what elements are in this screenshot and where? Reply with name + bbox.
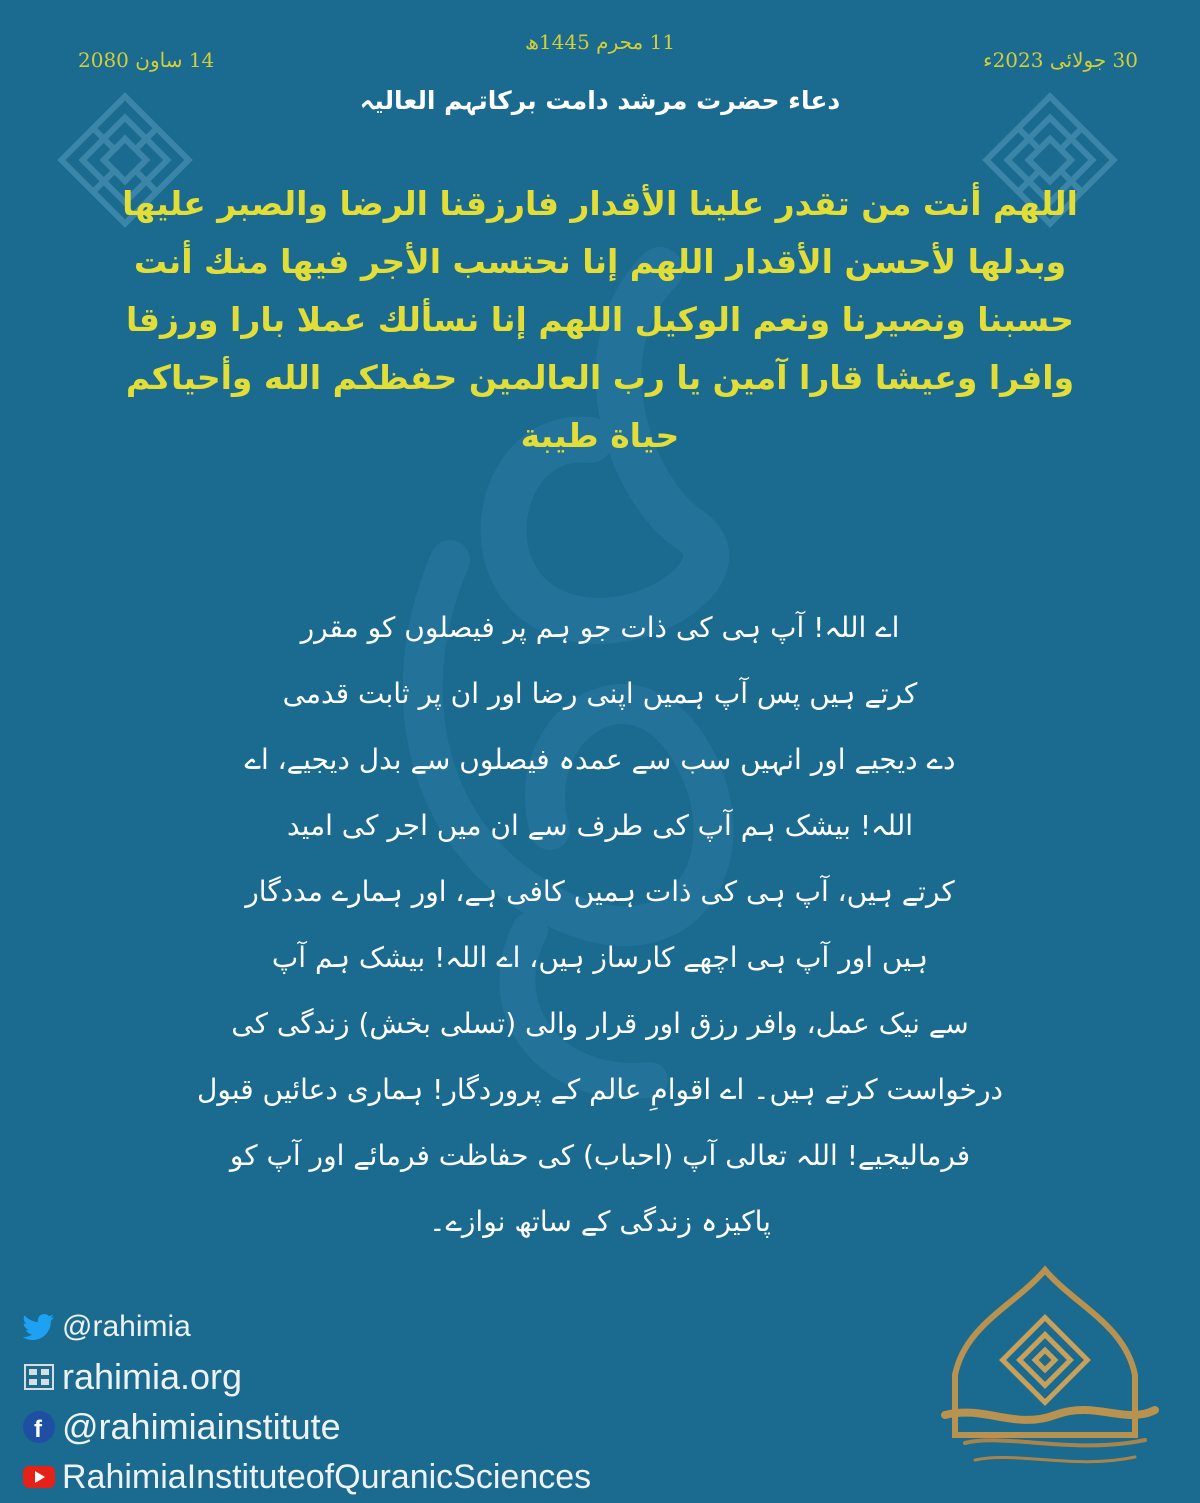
urdu-line: سے نیک عمل، وافر رزق اور قرار والی (تسلی بخش) زندگی کی [231, 1007, 969, 1040]
arabic-dua [110, 175, 1090, 465]
page-title: دعاء حضرت مرشد دامت برکاتہم العالیہ [359, 86, 841, 115]
facebook-handle: @rahimiainstitute [62, 1406, 341, 1447]
urdu-line: کرتے ہیں، آپ ہی کی ذات ہمیں کافی ہے، اور ہمارے مددگار [245, 875, 955, 908]
arabic-line: وافرا وعيشا قارا آمين يا رب العالمين حفظكم الله وأحياكم [125, 358, 1075, 397]
rahimia-logo [905, 1265, 1185, 1490]
website-icon [22, 1362, 56, 1392]
arabic-line: حسبنا ونصيرنا ونعم الوكيل اللهم إنا نسألك عملا بارا ورزقا [126, 300, 1074, 339]
urdu-line: دے دیجیے اور انہیں سب سے عمدہ فیصلوں سے بدل دیجیے، اے [244, 743, 956, 776]
urdu-translation [180, 595, 1020, 1255]
urdu-line: ہیں اور آپ ہی اچھے کارساز ہیں، اے اللہ! بیشک ہم آپ [271, 941, 929, 974]
arabic-line: حياة طيبة [520, 416, 680, 455]
urdu-line: اللہ! بیشک ہم آپ کی طرف سے ان میں اجر کی امید [286, 809, 914, 842]
arabic-line: اللهم أنت من تقدر علينا الأقدار فارزقنا الرضا والصبر عليها [122, 184, 1078, 223]
date-header [0, 30, 1200, 90]
urdu-line: اے اللہ! آپ ہی کی ذات جو ہم پر فیصلوں کو مقرر [300, 611, 900, 644]
urdu-line: درخواست کرتے ہیں۔ اے اقوامِ عالم کے پروردگار! ہماری دعائیں قبول [197, 1073, 1003, 1106]
social-links [22, 1303, 662, 1503]
twitter-handle: @rahimia [62, 1310, 191, 1343]
urdu-line: پاکیزہ زندگی کے ساتھ نوازے۔ [429, 1205, 771, 1238]
svg-text:f: f [34, 1416, 42, 1443]
youtube-icon [22, 1462, 56, 1492]
facebook-link[interactable] [22, 1403, 662, 1451]
arabic-line: وبدلها لأحسن الأقدار اللهم إنا نحتسب الأجر فيها منك أنت [133, 242, 1067, 281]
facebook-icon [22, 1412, 56, 1442]
twitter-icon [22, 1312, 56, 1342]
youtube-channel: RahimiaInstituteofQuranicSciences [62, 1457, 592, 1496]
gregorian-date: 30 جولائی 2023ء [983, 48, 1138, 72]
urdu-line: کرتے ہیں پس آپ ہمیں اپنی رضا اور ان پر ثابت قدمی [282, 677, 918, 710]
website-link[interactable] [22, 1353, 662, 1401]
bikrami-date: 14 ساون 2080 [78, 48, 215, 72]
youtube-link[interactable] [22, 1453, 662, 1501]
hijri-date: 11 محرم 1445ھ [524, 30, 676, 54]
urdu-line: فرمالیجیے! اللہ تعالی آپ (احباب) کی حفاظت فرمائے اور آپ کو [229, 1139, 971, 1172]
website-url: rahimia.org [62, 1356, 243, 1397]
twitter-link[interactable] [22, 1303, 662, 1351]
